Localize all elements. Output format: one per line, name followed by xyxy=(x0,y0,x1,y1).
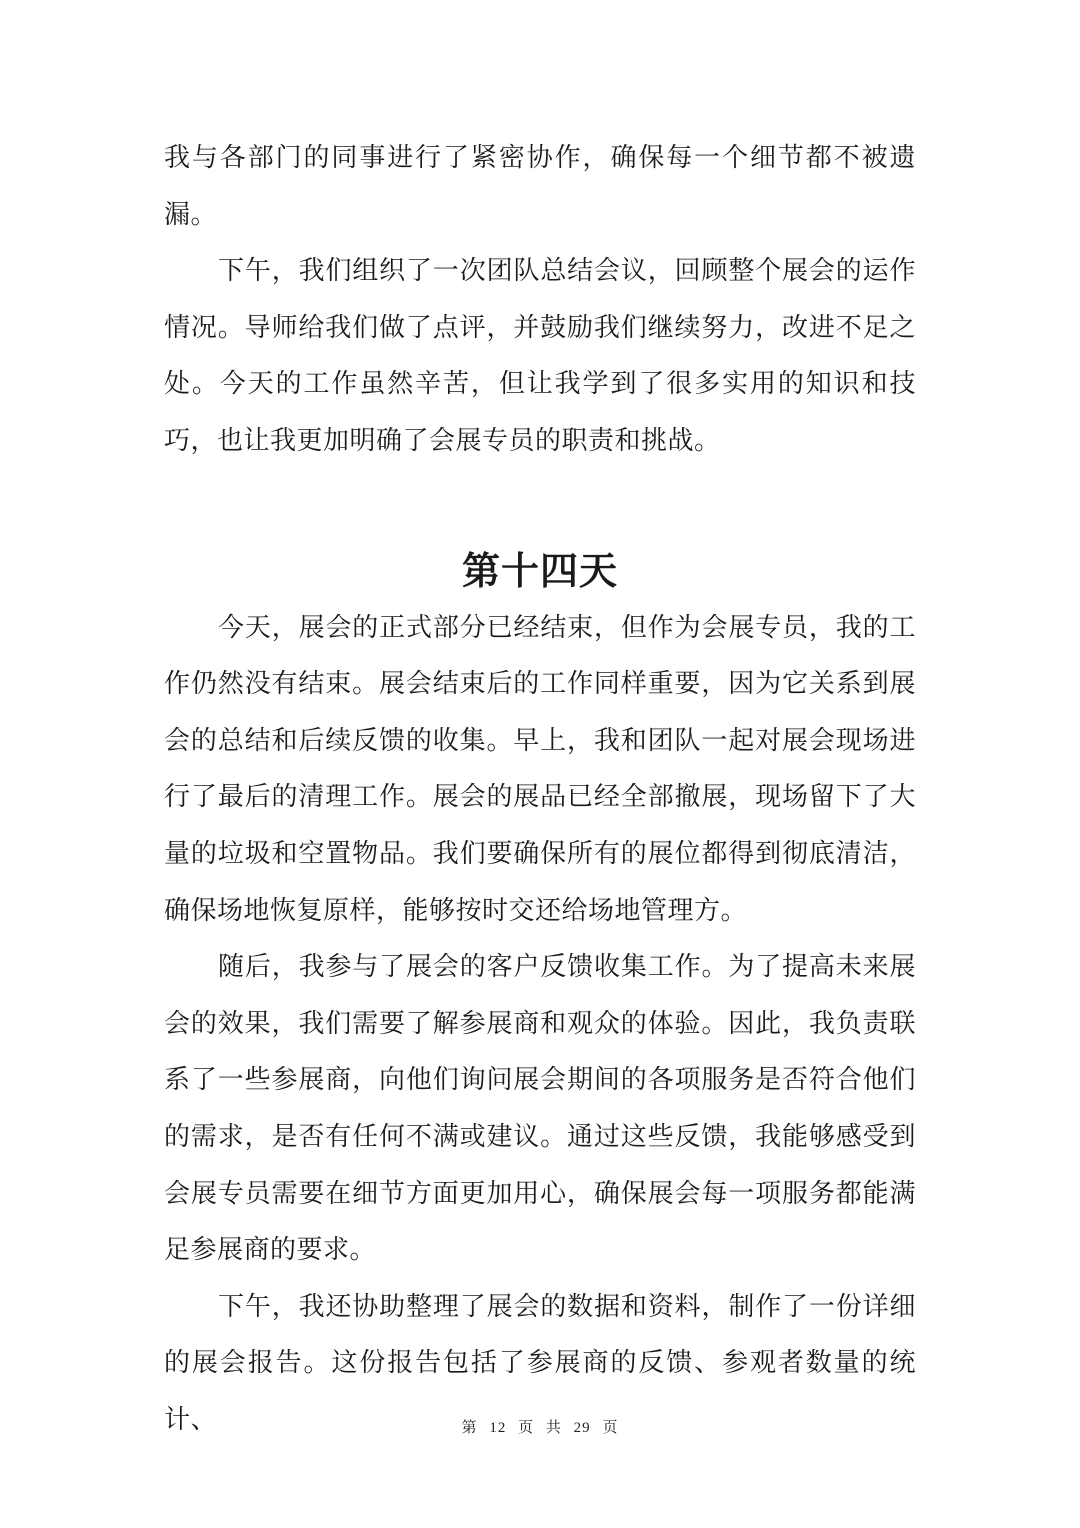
footer-prefix: 第 xyxy=(461,1418,478,1436)
section-heading-day-14: 第十四天 xyxy=(461,548,618,593)
paragraph-feedback: 随后，我参与了展会的客户反馈收集工作。为了提高未来展会的效果，我们需要了解参展商和观众的体验。因此，我负责联系了一些参展商，向他们询问展会期间的各项服务是否符合他们的需求，是否有任何不满或建议。通过这些反馈，我能够感受到会展专员需要在细节方面更加用心，确保展会每一项服务都能满足参展商的要求。 xyxy=(164,952,916,1266)
footer-total-pages: 29 xyxy=(573,1420,591,1436)
footer-suffix: 页 xyxy=(602,1418,619,1436)
footer-middle: 页 共 xyxy=(518,1418,562,1436)
paragraph-afternoon-summary: 下午，我们组织了一次团队总结会议，回顾整个展会的运作情况。导师给我们做了点评，并鼓励我们继续努力，改进不足之处。今天的工作虽然辛苦，但让我学到了很多实用的知识和技巧，也让我更加明确了会展专员的职责和挑战。 xyxy=(164,256,916,456)
footer-current-page: 12 xyxy=(489,1420,507,1436)
page-content xyxy=(164,130,916,1448)
page-footer xyxy=(0,1416,1080,1437)
paragraph-continued: 我与各部门的同事进行了紧密协作，确保每一个细节都不被遗漏。 xyxy=(164,143,916,230)
paragraph-cleanup: 今天，展会的正式部分已经结束，但作为会展专员，我的工作仍然没有结束。展会结束后的工作同样重要，因为它关系到展会的总结和后续反馈的收集。早上，我和团队一起对展会现场进行了最后的清理工作。展会的展品已经全部撤展，现场留下了大量的垃圾和空置物品。我们要确保所有的展位都得到彻底清洁，确保场地恢复原样，能够按时交还给场地管理方。 xyxy=(164,612,916,926)
paragraph-report: 下午，我还协助整理了展会的数据和资料，制作了一份详细的展会报告。这份报告包括了参展商的反馈、参观者数量的统计、 xyxy=(164,1291,916,1435)
